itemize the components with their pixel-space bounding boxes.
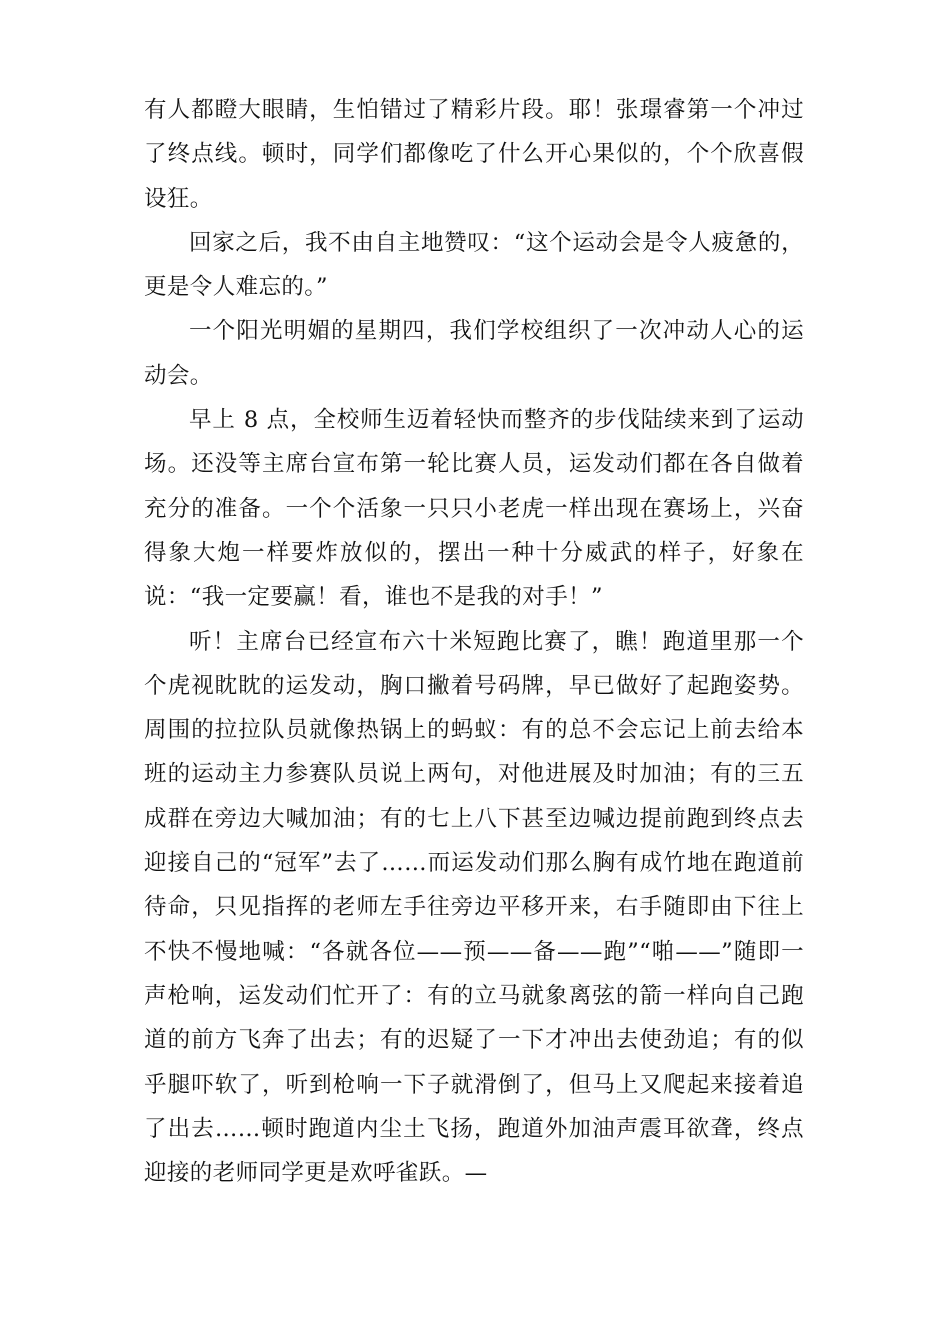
paragraph-4: 早上 8 点，全校师生迈着轻快而整齐的步伐陆续来到了运动场。还没等主席台宣布第一轮比赛人员，运发动们都在各自做着充分的准备。一个个活象一只只小老虎一样出现在赛场上，兴奋得象大炮一样要炸放似的，摆出一种十分威武的样子，好象在说：“我一定要赢！看，谁也不是我的对手！” [144,407,804,611]
paragraph-3: 一个阳光明媚的星期四，我们学校组织了一次冲动人心的运动会。 [144,318,804,389]
paragraph-2: 回家之后，我不由自主地赞叹：“这个运动会是令人疲惫的，更是令人难忘的。” [144,229,804,301]
paragraph-1: 有人都瞪大眼睛，生怕错过了精彩片段。耶！张璟睿第一个冲过了终点线。顿时，同学们都像吃了什么开心果似的，个个欣喜假设狂。 [144,97,804,212]
paragraph-5: 听！主席台已经宣布六十米短跑比赛了，瞧！跑道里那一个个虎视眈眈的运发动，胸口撇着号码牌，早已做好了起跑姿势。周围的拉拉队员就像热锅上的蚂蚁：有的总不会忘记上前去给本班的运动主力参赛队员说上两句，对他进展及时加油；有的三五成群在旁边大喊加油；有的七上八下甚至边喊边提前跑到终点去迎接自己的“冠军”去了……而运发动们那么胸有成竹地在跑道前待命，只见指挥的老师左手往旁边平移开来，右手随即由下往上不快不慢地喊：“各就各位——预——备——跑”“啪——”随即一声枪响，运发动们忙开了：有的立马就象离弦的箭一样向自己跑道的前方飞奔了出去；有的迟疑了一下才冲出去使劲追；有的似乎腿吓软了，听到枪响一下子就滑倒了，但马上又爬起来接着追了出去……顿时跑道内尘土飞扬，跑道外加油声震耳欲聋，终点迎接的老师同学更是欢呼雀跃。— [144,628,804,1187]
document-body [144,88,804,1195]
